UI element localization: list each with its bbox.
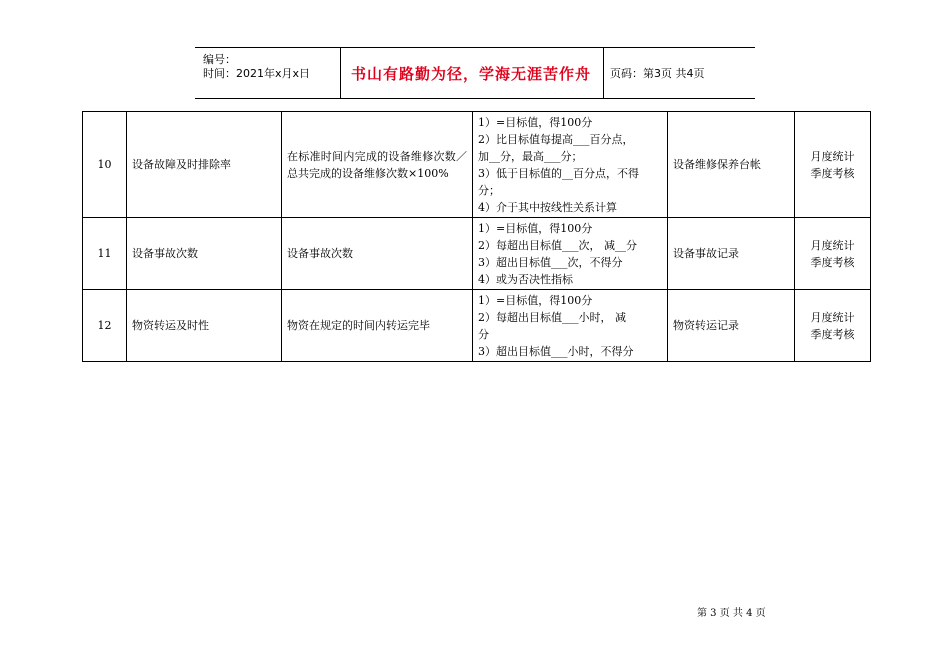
row-cycle (795, 218, 871, 290)
date-label: 时间：2021年x月x日 (203, 67, 311, 80)
row-number: 11 (83, 218, 127, 290)
row-definition: 物资在规定的时间内转运完毕 (282, 290, 473, 362)
cycle-stat: 月度统计 (810, 310, 855, 324)
row-item: 设备事故次数 (127, 218, 282, 290)
standard-line: 分 (478, 327, 489, 341)
cycle-assess: 季度考核 (810, 327, 855, 341)
row-item: 物资转运及时性 (127, 290, 282, 362)
row-standards (473, 218, 668, 290)
row-standards (473, 290, 668, 362)
row-source: 物资转运记录 (668, 290, 795, 362)
standard-line: 2）比目标值每提高___百分点， (478, 132, 634, 146)
row-cycle (795, 290, 871, 362)
standard-line: 4）介于其中按线性关系计算 (478, 200, 617, 214)
standard-line: 1）=目标值，得100分 (478, 293, 593, 307)
cycle-stat: 月度统计 (810, 149, 855, 163)
row-standards (473, 112, 668, 218)
standard-line: 分； (478, 183, 500, 197)
standard-line: 2）每超出目标值___次， 减__分 (478, 238, 637, 252)
table-row (83, 218, 871, 290)
row-number: 10 (83, 112, 127, 218)
header-meta (195, 48, 340, 98)
cycle-assess: 季度考核 (810, 166, 855, 180)
header-page-info: 页码：第3页 共4页 (610, 67, 705, 80)
standard-line: 3）超出目标值___次，不得分 (478, 255, 623, 269)
row-cycle (795, 112, 871, 218)
table-row (83, 290, 871, 362)
row-definition: 设备事故次数 (282, 218, 473, 290)
row-item: 设备故障及时排除率 (127, 112, 282, 218)
row-source: 设备事故记录 (668, 218, 795, 290)
standard-line: 2）每超出目标值___小时， 减 (478, 310, 626, 324)
cycle-stat: 月度统计 (810, 238, 855, 252)
cycle-assess: 季度考核 (810, 255, 855, 269)
standard-line: 4）或为否决性指标 (478, 272, 573, 286)
standard-line: 1）=目标值，得100分 (478, 115, 593, 129)
row-source: 设备维修保养台帐 (668, 112, 795, 218)
table-row (83, 112, 871, 218)
standard-line: 1）=目标值，得100分 (478, 221, 593, 235)
standard-line: 3）低于目标值的__百分点，不得 (478, 166, 639, 180)
header-motto: 书山有路勤为径，学海无涯苦作舟 (350, 64, 591, 83)
page-footer: 第 3 页 共 4 页 (697, 608, 766, 619)
indicator-table (82, 111, 871, 362)
row-definition: 在标准时间内完成的设备维修次数／总共完成的设备维修次数×100% (282, 112, 473, 218)
page-header (195, 47, 755, 99)
standard-line: 加__分，最高___分； (478, 149, 583, 163)
number-label: 编号： (203, 53, 236, 66)
row-number: 12 (83, 290, 127, 362)
standard-line: 3）超出目标值___小时，不得分 (478, 344, 634, 358)
